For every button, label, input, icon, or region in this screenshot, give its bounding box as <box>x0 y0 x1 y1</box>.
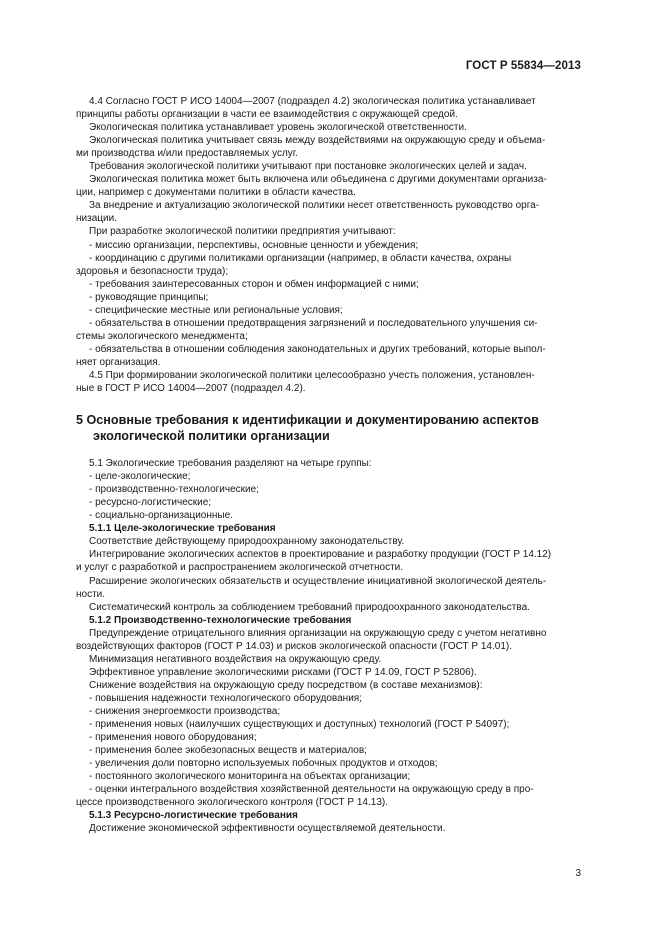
text-line: 4.5 При формировании экологической политики целесообразно учесть положения, установлен- <box>89 369 535 381</box>
subsection-5-1-1-heading: 5.1.1 Целе-экологические требования <box>89 523 276 535</box>
text-line: При разработке экологической политики предприятия учитывают: <box>89 226 396 238</box>
page-content <box>76 95 582 835</box>
text-line: Требования экологической политики учитывают при постановке экологических целей и задач. <box>89 161 527 173</box>
text-line: 4.4 Согласно ГОСТ Р ИСО 14004—2007 (подраздел 4.2) экологическая политика устанавливает <box>89 96 536 107</box>
list-item: - увеличения доли повторно используемых побочных продуктов и отходов; <box>89 758 438 770</box>
text-line: стемы экологического менеджмента; <box>76 330 248 342</box>
text-line: Соответствие действующему природоохранному законодательству. <box>89 536 405 548</box>
text-line: Интегрирование экологических аспектов в проектирование и разработку продукции (ГОСТ Р 14.12) <box>89 549 552 561</box>
text-line: цессе производственного экологического контроля (ГОСТ Р 14.13). <box>76 797 388 809</box>
list-item: - оценки интегрального воздействия хозяйственной деятельности на окружающую среду в про- <box>89 784 534 796</box>
para-4-4 <box>76 95 582 395</box>
text-line: Достижение экономической эффективности осуществляемой деятельности. <box>89 823 446 835</box>
section-title-line: 5 Основные требования к идентификации и документированию аспектов <box>76 413 539 428</box>
text-line: Систематический контроль за соблюдением требований природоохранного законодательства. <box>89 601 530 613</box>
list-item: - координацию с другими политиками организации (например, в области качества, охраны <box>89 252 512 264</box>
text-line: Минимизация негативного воздействия на окружающую среду. <box>89 653 382 665</box>
document-code: ГОСТ Р 55834—2013 <box>465 60 581 72</box>
text-line: ции, например с документами политики в области качества. <box>76 187 356 199</box>
para-5-1-3 <box>76 822 582 835</box>
para-5-1-2 <box>76 627 582 810</box>
list-item: - снижения энергоемкости производства; <box>89 705 281 717</box>
text-line: Экологическая политика учитывает связь между воздействиями на окружающую среду и объема- <box>89 135 546 147</box>
list-item: - применения более экобезопасных веществ и материалов; <box>89 745 367 757</box>
text-line: Экологическая политика устанавливает уровень экологической ответственности. <box>89 122 467 134</box>
text-line: здоровья и безопасности труда); <box>76 265 229 277</box>
section-title-line: экологической политики организации <box>93 429 330 444</box>
text-line: низации. <box>76 213 117 225</box>
text-line: и услуг с разработкой и распространением экологической отчетности. <box>76 562 404 574</box>
text-line: ности. <box>76 588 106 600</box>
para-5-1-1 <box>76 535 582 613</box>
text-line: Эффективное управление экологическими рисками (ГОСТ Р 14.09, ГОСТ Р 52806). <box>89 666 477 678</box>
list-item: - целе-экологические; <box>89 471 191 483</box>
list-item: - применения новых (наилучших существующих и доступных) технологий (ГОСТ Р 54097); <box>89 719 510 731</box>
subsection-5-1-3-heading: 5.1.3 Ресурсно-логистические требования <box>89 810 298 822</box>
list-item: - производственно-технологические; <box>89 484 259 496</box>
text-line: 5.1 Экологические требования разделяют на четыре группы: <box>89 458 372 470</box>
list-item: - специфические местные или региональные условия; <box>89 304 343 316</box>
list-item: - применения нового оборудования; <box>89 732 257 744</box>
para-5-1 <box>76 457 582 522</box>
list-item: - обязательства в отношении соблюдения законодательных и других требований, которые выпол- <box>89 343 546 355</box>
list-item: - социально-организационные. <box>89 510 233 522</box>
text-line: Предупреждение отрицательного влияния организации на окружающую среду с учетом негативно <box>89 627 547 639</box>
text-line: няет организация. <box>76 356 161 368</box>
list-item: - ресурсно-логистические; <box>89 497 212 509</box>
text-line: Экологическая политика может быть включена или объединена с другими документами организа- <box>89 174 547 186</box>
text-line: воздействующих факторов (ГОСТ Р 14.03) и рисков экологической опасности (ГОСТ Р 14.01). <box>76 640 512 652</box>
list-item: - постоянного экологического мониторинга на объектах организации; <box>89 771 411 783</box>
list-item: - руководящие принципы; <box>89 291 209 303</box>
list-item: - обязательства в отношении предотвращения загрязнений и последовательного улучшения си- <box>89 317 538 329</box>
list-item: - повышения надежности технологического оборудования; <box>89 692 362 704</box>
text-line: ми производства и/или предоставляемых услуг. <box>76 148 299 160</box>
section-5-heading <box>76 412 582 444</box>
text-line: Расширение экологических обязательств и осуществление инициативной экологической деятель- <box>89 575 547 587</box>
page-number: 3 <box>575 868 581 879</box>
text-line: За внедрение и актуализацию экологической политики несет ответственность руководство орга- <box>89 200 540 212</box>
subsection-5-1-2-heading: 5.1.2 Производственно-технологические требования <box>89 614 352 626</box>
text-line: принципы работы организации в части ее взаимодействия с окружающей средой. <box>76 109 458 121</box>
list-item: - миссию организации, перспективы, основные ценности и убеждения; <box>89 239 419 251</box>
text-line: Снижение воздействия на окружающую среду посредством (в составе механизмов): <box>89 679 483 691</box>
text-line: ные в ГОСТ Р ИСО 14004—2007 (подраздел 4.2). <box>76 383 306 395</box>
list-item: - требования заинтересованных сторон и обмен информацией с ними; <box>89 278 419 290</box>
